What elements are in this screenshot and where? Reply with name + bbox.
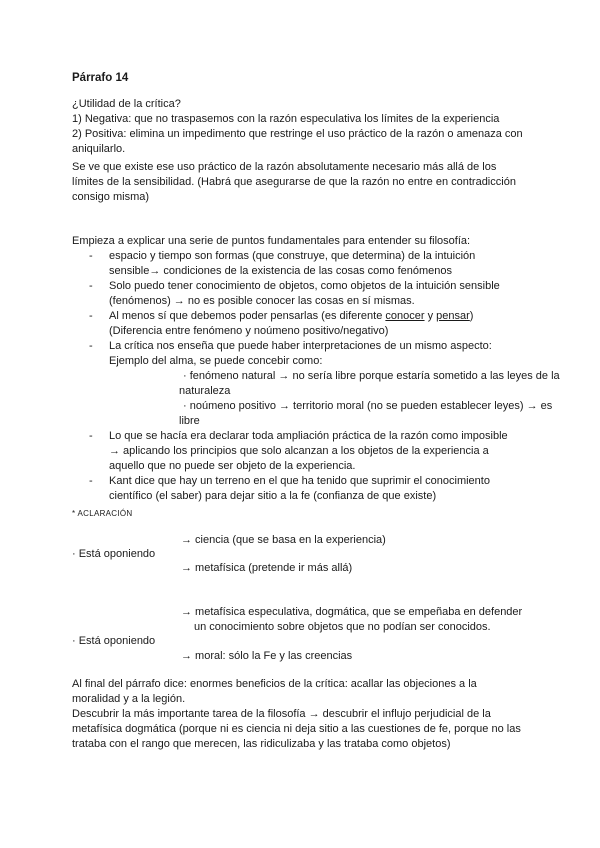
list-item-line: (Diferencia entre fenómeno y noúmeno positivo/negativo) <box>109 325 389 337</box>
text-span: ) <box>469 310 474 322</box>
final-paragraph <box>72 677 532 752</box>
sub-item-line: libre <box>179 415 200 427</box>
op2-label: · Está oponiendo <box>72 635 156 647</box>
op2-metafisica-1: → metafísica especulativa, dogmática, que se empeñaba en defender <box>181 606 523 618</box>
op2-metafisica-2: un conocimiento sobre objetos que no podían ser conocidos. <box>194 621 491 633</box>
sub-item-line: · noúmeno positivo → territorio moral (no se pueden establecer leyes) → es <box>183 400 553 412</box>
bullet-dash: - <box>89 340 93 352</box>
sub-item-line: naturaleza <box>179 385 231 397</box>
utilidad-positiva-1: 2) Positiva: elimina un impedimento que restringe el uso práctico de la razón o amenaza con <box>72 128 523 140</box>
list-item-line: Kant dice que hay un terreno en el que ha tenido que suprimir el conocimiento <box>109 475 490 487</box>
list-item-line: sensible→ condiciones de la existencia de las cosas como fenómenos <box>109 265 453 277</box>
bullet-dash: - <box>89 310 93 322</box>
se-ve-paragraph <box>72 160 532 205</box>
list-item-line: → aplicando los principios que solo alcanzan a los objetos de la experiencia a <box>109 445 489 457</box>
op2-moral: → moral: sólo la Fe y las creencias <box>181 650 353 662</box>
utilidad-question: ¿Utilidad de la crítica? <box>72 98 181 110</box>
list-item-line <box>109 309 542 324</box>
text-span: Al menos sí que debemos poder pensarlas (es diferente <box>109 310 386 322</box>
empieza-paragraph: Empieza a explicar una serie de puntos fundamentales para entender su filosofía: <box>72 235 471 247</box>
final-line-5: trataba con el rango que merecen, las ridiculizaba y las trataba como objetos) <box>72 738 451 750</box>
aclaracion-heading: * ACLARACIÓN <box>72 509 133 518</box>
list-item-line: Lo que se hacía era declarar toda ampliación práctica de la razón como imposible <box>109 430 508 442</box>
se-ve-line-3: consigo misma) <box>72 191 150 203</box>
list-item <box>72 279 542 309</box>
underlined-pensar: pensar <box>436 310 470 322</box>
sub-item-line: · fenómeno natural → no sería libre porque estaría sometido a las leyes de la <box>183 370 560 382</box>
final-line-3: Descubrir la más importante tarea de la filosofía → descubrir el influjo perjudicial de la <box>72 708 491 720</box>
list-item-line: espacio y tiempo son formas (que construye, que determina) de la intuición <box>109 250 476 262</box>
op1-metafisica: → metafísica (pretende ir más allá) <box>181 562 353 574</box>
op1-ciencia: → ciencia (que se basa en la experiencia) <box>181 534 386 546</box>
utilidad-negativa: 1) Negativa: que no traspasemos con la razón especulativa los límites de la experiencia <box>72 113 500 125</box>
list-item <box>72 429 542 474</box>
bullet-dash: - <box>89 250 93 262</box>
bullet-dash: - <box>89 280 93 292</box>
final-line-1: Al final del párrafo dice: enormes beneficios de la crítica: acallar las objeciones a la <box>72 678 477 690</box>
list-item-line: La crítica nos enseña que puede haber interpretaciones de un mismo aspecto: <box>109 340 492 352</box>
text-span: y <box>424 310 437 322</box>
se-ve-line-1: Se ve que existe ese uso práctico de la razón absolutamente necesario más allá de los <box>72 161 497 173</box>
final-line-4: metafísica dogmática (porque ni es ciencia ni deja sitio a las cuestiones de fe, porque no las <box>72 723 521 735</box>
utilidad-positiva-2: aniquilarlo. <box>72 143 126 155</box>
bullet-dash: - <box>89 430 93 442</box>
list-item-line: aquello que no puede ser objeto de la experiencia. <box>109 460 356 472</box>
list-item <box>72 474 542 504</box>
utilidad-block <box>72 97 532 157</box>
list-item-line: Ejemplo del alma, se puede concebir como: <box>109 355 323 367</box>
section-title: Párrafo 14 <box>72 72 129 84</box>
list-item-line: Solo puedo tener conocimiento de objetos, como objetos de la intuición sensible <box>109 280 500 292</box>
list-item <box>72 339 560 429</box>
op1-label: · Está oponiendo <box>72 548 156 560</box>
underlined-conocer: conocer <box>385 310 425 322</box>
list-item <box>72 249 542 279</box>
list-item-line: (fenómenos) → no es posible conocer las cosas en sí mismas. <box>109 295 415 307</box>
se-ve-line-2: límites de la sensibilidad. (Habrá que asegurarse de que la razón no entre en contradicción <box>72 176 516 188</box>
list-item <box>72 309 542 339</box>
points-list <box>72 249 560 504</box>
list-item-line: científico (el saber) para dejar sitio a la fe (confianza de que existe) <box>109 490 437 502</box>
bullet-dash: - <box>89 475 93 487</box>
final-line-2: moralidad y a la legión. <box>72 693 186 705</box>
